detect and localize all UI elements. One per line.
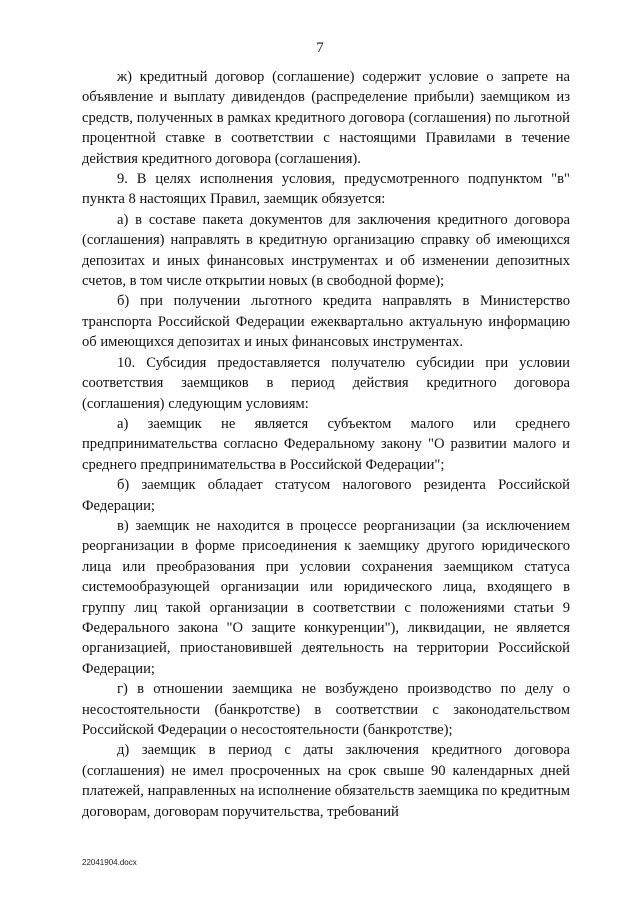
paragraph-9-a: а) в составе пакета документов для заключения кредитного договора (соглашения) направлять в кредитную организацию справку об имеющихся депозитах и иных финансовых инструментах и об изменении депозитных счетов, в том числе открытии новых (в свободной форме); [82,211,570,290]
paragraph-10: 10. Субсидия предоставляется получателю субсидии при условии соответствия заемщиков в период действия кредитного договора (соглашения) следующим условиям: [82,354,570,412]
paragraph-10-g: г) в отношении заемщика не возбуждено производство по делу о несостоятельности (банкротстве) в соответствии с законодательством Российской Федерации о несостоятельности (банкротстве); [82,681,570,738]
paragraph-10-d: д) заемщик в период с даты заключения кредитного договора (соглашения) не имел просроченных на срок свыше 90 календарных дней платежей, направленных на исполнение обязательств заемщика по кредитным договорам, договорам поручительства, требований [82,742,570,820]
page-number: 7 [316,40,324,56]
paragraph-9-b: б) при получении льготного кредита направлять в Министерство транспорта Российской Федерации ежеквартально актуальную информацию об имеющихся депозитах и иных финансовых инструментах. [82,293,570,351]
paragraph-10-v: в) заемщик не находится в процессе реорганизации (за исключением реорганизации в форме присоединения к заемщику другого юридического лица или преобразования при условии сохранения заемщиком статуса системообразующей организации или юридического лица, входящего в группу лиц такой организации в соответствии с положениями статьи 9 Федерального закона "О защите конкуренции"), ликвидации, не является организацией, приостановившей деятельность на территории Российской Федерации; [82,517,570,677]
document-body [82,67,570,822]
paragraph-zh: ж) кредитный договор (соглашение) содержит условие о запрете на объявление и выплату дивидендов (распределение прибыли) заемщиком из средств, полученных в рамках кредитного договора (соглашения) по льготной процентной ставке в соответствии с настоящими Правилами в течение действия кредитного договора (соглашения). [82,69,570,167]
footer-filename: 22041904.docx [82,858,137,867]
paragraph-9: 9. В целях исполнения условия, предусмотренного подпунктом "в" пункта 8 настоящих Правил, заемщик обязуется: [82,171,570,208]
paragraph-10-a: а) заемщик не является субъектом малого или среднего предпринимательства согласно Федеральному закону "О развитии малого и среднего предпринимательства в Российской Федерации"; [82,415,570,473]
paragraph-10-b: б) заемщик обладает статусом налогового резидента Российской Федерации; [82,477,570,514]
